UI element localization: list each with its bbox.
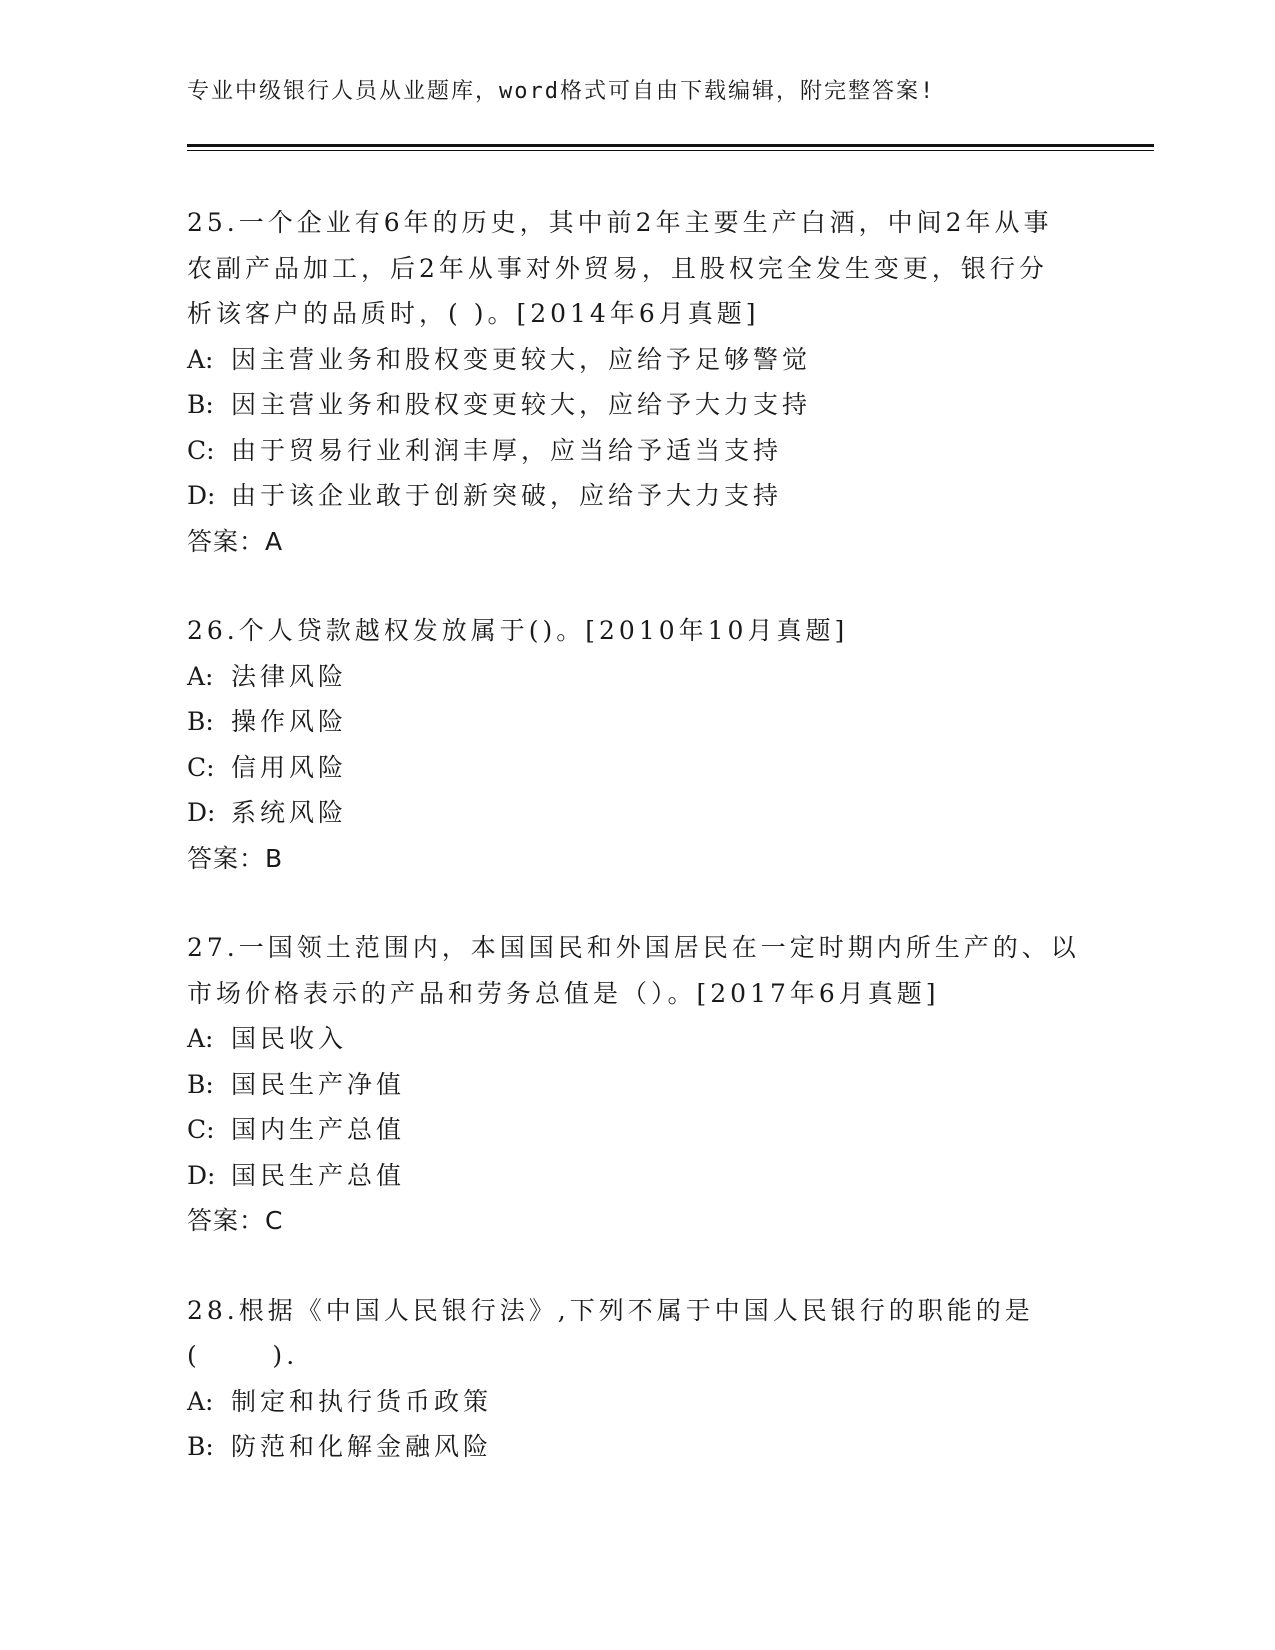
question-27 <box>187 925 1087 1244</box>
option-a <box>187 1016 1087 1062</box>
option-letter: C: <box>187 435 215 465</box>
option-text: 国民收入 <box>231 1024 348 1053</box>
option-text: 操作风险 <box>231 707 348 736</box>
option-letter: C: <box>187 752 215 782</box>
answer-line: 答案：C <box>187 1206 284 1235</box>
option-letter: A: <box>187 344 214 374</box>
page-header: 专业中级银行人员从业题库，word格式可自由下载编辑，附完整答案! <box>187 79 936 104</box>
option-letter: B: <box>187 1432 214 1461</box>
option-text: 国民生产净值 <box>231 1069 406 1099</box>
question-stem-line: ( ). <box>187 1341 299 1370</box>
option-text: 因主营业务和股权变更较大，应给予大力支持 <box>231 390 812 419</box>
option-letter: A: <box>187 1386 214 1416</box>
option-text: 信用风险 <box>231 752 348 782</box>
question-stem-line: 28.根据《中国人民银行法》,下列不属于中国人民银行的职能的是 <box>187 1295 1034 1325</box>
option-text: 由于贸易行业利润丰厚，应当给予适当支持 <box>231 435 783 465</box>
option-b <box>187 1062 1087 1108</box>
option-text: 防范和化解金融风险 <box>231 1432 493 1461</box>
question-stem-line: 25.一个企业有6年的历史，其中前2年主要生产白酒，中间2年从事 <box>187 208 1053 237</box>
option-c <box>187 745 1087 791</box>
question-list <box>187 200 1087 1514</box>
option-text: 国民生产总值 <box>231 1160 406 1190</box>
question-28 <box>187 1288 1087 1470</box>
option-letter: C: <box>187 1115 215 1144</box>
question-stem-line: 析该客户的品质时，( )。[2014年6月真题] <box>187 299 760 328</box>
option-b <box>187 1424 1087 1470</box>
option-text: 国内生产总值 <box>231 1115 406 1144</box>
option-text: 因主营业务和股权变更较大，应给予足够警觉 <box>231 344 812 374</box>
option-text: 制定和执行货币政策 <box>231 1386 493 1416</box>
option-letter: D: <box>187 481 216 510</box>
header-rule-thin <box>187 150 1154 151</box>
option-b <box>187 699 1087 745</box>
option-d <box>187 790 1087 836</box>
option-text: 法律风险 <box>231 661 348 691</box>
question-stem-line: 市场价格表示的产品和劳务总值是（）。[2017年6月真题] <box>187 978 940 1008</box>
option-letter: A: <box>187 1024 214 1053</box>
option-a <box>187 337 1087 383</box>
option-d <box>187 473 1087 519</box>
question-25 <box>187 200 1087 564</box>
answer-line: 答案：B <box>187 843 284 873</box>
option-d <box>187 1153 1087 1199</box>
option-text: 系统风险 <box>231 798 348 827</box>
option-text: 由于该企业敢于创新突破，应给予大力支持 <box>231 481 783 510</box>
option-a <box>187 654 1087 700</box>
option-c <box>187 428 1087 474</box>
option-letter: D: <box>187 798 216 827</box>
question-26 <box>187 608 1087 881</box>
option-letter: B: <box>187 390 214 419</box>
option-letter: B: <box>187 707 214 736</box>
header-rule-thick <box>187 144 1154 147</box>
option-letter: B: <box>187 1069 214 1099</box>
option-b <box>187 382 1087 428</box>
question-stem-line: 农副产品加工，后2年从事对外贸易，且股权完全发生变更，银行分 <box>187 253 1048 283</box>
question-stem-line: 27.一国领土范围内，本国国民和外国居民在一定时期内所生产的、以 <box>187 933 1080 962</box>
option-a <box>187 1379 1087 1425</box>
answer-line: 答案：A <box>187 526 284 556</box>
option-letter: D: <box>187 1160 216 1190</box>
option-letter: A: <box>187 661 214 691</box>
question-stem-line: 26.个人贷款越权发放属于()。[2010年10月真题] <box>187 616 849 645</box>
option-c <box>187 1107 1087 1153</box>
